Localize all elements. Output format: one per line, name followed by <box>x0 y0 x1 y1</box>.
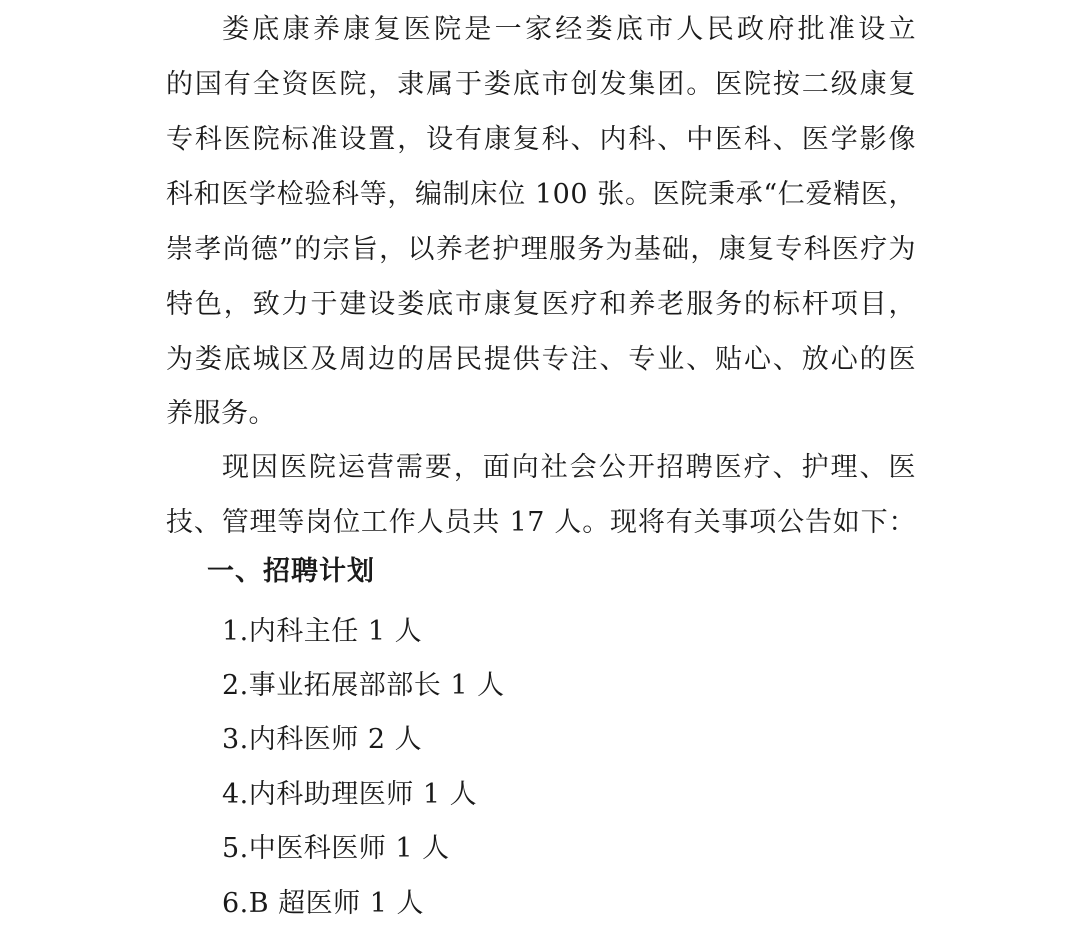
list-item: 2.事业拓展部部长 1 人 <box>222 670 505 701</box>
paragraph1-line: 养服务。 <box>166 398 276 429</box>
list-item: 6.B 超医师 1 人 <box>222 888 425 919</box>
paragraph1-line: 科和医学检验科等，编制床位 100 张。医院秉承“仁爱精医， <box>166 179 916 210</box>
paragraph1-line: 崇孝尚德”的宗旨，以养老护理服务为基础，康复专科医疗为 <box>166 234 916 265</box>
list-item: 5.中医科医师 1 人 <box>222 833 450 864</box>
list-item: 4.内科助理医师 1 人 <box>222 779 478 810</box>
paragraph1-line: 为娄底城区及周边的居民提供专注、专业、贴心、放心的医 <box>166 344 916 375</box>
list-item: 1.内科主任 1 人 <box>222 616 423 647</box>
paragraph1-line: 娄底康养康复医院是一家经娄底市人民政府批准设立 <box>222 14 916 45</box>
paragraph1-line: 的国有全资医院，隶属于娄底市创发集团。医院按二级康复 <box>166 69 916 100</box>
section-heading: 一、招聘计划 <box>207 556 375 587</box>
list-item: 3.内科医师 2 人 <box>222 724 423 755</box>
paragraph2-line: 技、管理等岗位工作人员共 17 人。现将有关事项公告如下： <box>166 507 916 538</box>
paragraph2-line: 现因医院运营需要，面向社会公开招聘医疗、护理、医 <box>222 452 916 483</box>
paragraph1-line: 专科医院标准设置，设有康复科、内科、中医科、医学影像 <box>166 124 916 155</box>
paragraph1-line: 特色，致力于建设娄底市康复医疗和养老服务的标杆项目， <box>166 289 916 320</box>
